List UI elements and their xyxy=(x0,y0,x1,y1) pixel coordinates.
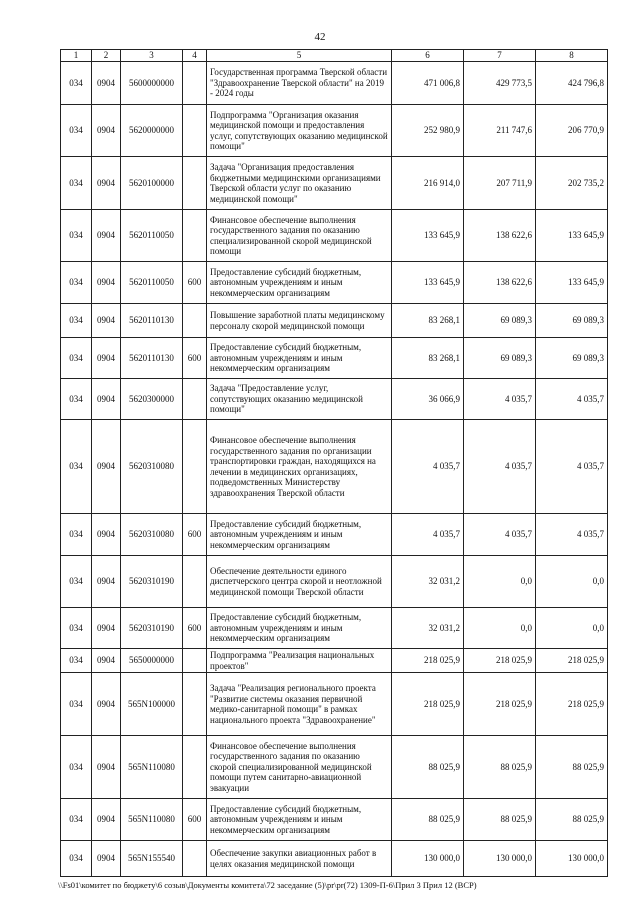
target-article-cell: 5620100000 xyxy=(121,157,183,210)
column-header: 3 xyxy=(121,50,183,62)
amount-cell: 202 735,2 xyxy=(536,157,608,210)
item-name-cell: Предоставление субсидий бюджетным, автономным учреждениям и иным некоммерческим организациям xyxy=(207,262,392,304)
expense-type-cell xyxy=(183,673,207,736)
ministry-code-cell: 034 xyxy=(61,62,92,105)
expense-type-cell xyxy=(183,420,207,514)
amount-cell: 138 622,6 xyxy=(464,262,536,304)
ministry-code-cell: 034 xyxy=(61,379,92,420)
expense-type-cell xyxy=(183,736,207,799)
amount-cell: 69 089,3 xyxy=(464,338,536,379)
amount-cell: 429 773,5 xyxy=(464,62,536,105)
amount-cell: 206 770,9 xyxy=(536,105,608,157)
amount-cell: 88 025,9 xyxy=(464,736,536,799)
amount-cell: 88 025,9 xyxy=(464,799,536,841)
target-article-cell: 5620310080 xyxy=(121,420,183,514)
amount-cell: 4 035,7 xyxy=(464,420,536,514)
amount-cell: 4 035,7 xyxy=(392,420,464,514)
ministry-code-cell: 034 xyxy=(61,338,92,379)
amount-cell: 83 268,1 xyxy=(392,304,464,338)
table-row xyxy=(61,420,608,514)
expense-type-cell xyxy=(183,157,207,210)
ministry-code-cell: 034 xyxy=(61,799,92,841)
table-row xyxy=(61,841,608,877)
amount-cell: 207 711,9 xyxy=(464,157,536,210)
amount-cell: 32 031,2 xyxy=(392,556,464,608)
table-row xyxy=(61,157,608,210)
item-name-cell: Предоставление субсидий бюджетным, автономным учреждениям и иным некоммерческим организациям xyxy=(207,338,392,379)
column-header: 7 xyxy=(464,50,536,62)
target-article-cell: 565N155540 xyxy=(121,841,183,877)
item-name-cell: Повышение заработной платы медицинскому персоналу скорой медицинской помощи xyxy=(207,304,392,338)
amount-cell: 133 645,9 xyxy=(536,262,608,304)
section-code-cell: 0904 xyxy=(92,62,121,105)
budget-table xyxy=(60,49,608,877)
target-article-cell: 5620310190 xyxy=(121,556,183,608)
amount-cell: 218 025,9 xyxy=(464,673,536,736)
column-header: 8 xyxy=(536,50,608,62)
table-row xyxy=(61,262,608,304)
amount-cell: 218 025,9 xyxy=(536,649,608,673)
column-header: 1 xyxy=(61,50,92,62)
target-article-cell: 565N110080 xyxy=(121,736,183,799)
table-row xyxy=(61,673,608,736)
section-code-cell: 0904 xyxy=(92,105,121,157)
amount-cell: 218 025,9 xyxy=(392,673,464,736)
table-row xyxy=(61,210,608,262)
amount-cell: 88 025,9 xyxy=(392,736,464,799)
item-name-cell: Финансовое обеспечение выполнения государственного задания по оказанию скорой специализированной медицинской помощи путем санитарно-авиационной эвакуации xyxy=(207,736,392,799)
ministry-code-cell: 034 xyxy=(61,420,92,514)
amount-cell: 4 035,7 xyxy=(392,514,464,556)
table-row xyxy=(61,379,608,420)
item-name-cell: Государственная программа Тверской области "Здравоохранение Тверской области" на 2019 - 2024 годы xyxy=(207,62,392,105)
section-code-cell: 0904 xyxy=(92,262,121,304)
section-code-cell: 0904 xyxy=(92,608,121,649)
amount-cell: 4 035,7 xyxy=(536,420,608,514)
header-row xyxy=(61,50,608,62)
amount-cell: 69 089,3 xyxy=(464,304,536,338)
table-row xyxy=(61,608,608,649)
column-header: 4 xyxy=(183,50,207,62)
amount-cell: 218 025,9 xyxy=(464,649,536,673)
column-header: 5 xyxy=(207,50,392,62)
target-article-cell: 5620300000 xyxy=(121,379,183,420)
section-code-cell: 0904 xyxy=(92,649,121,673)
amount-cell: 133 645,9 xyxy=(392,262,464,304)
item-name-cell: Подпрограмма "Организация оказания медицинской помощи и предоставления услуг, сопутствующих оказанию медицинской помощи" xyxy=(207,105,392,157)
amount-cell: 4 035,7 xyxy=(464,514,536,556)
item-name-cell: Задача "Реализация регионального проекта "Развитие системы оказания первичной медико-санитарной помощи" в рамках национального проекта "Здравоохранение" xyxy=(207,673,392,736)
section-code-cell: 0904 xyxy=(92,379,121,420)
table-row xyxy=(61,304,608,338)
amount-cell: 0,0 xyxy=(536,608,608,649)
ministry-code-cell: 034 xyxy=(61,608,92,649)
amount-cell: 130 000,0 xyxy=(464,841,536,877)
amount-cell: 130 000,0 xyxy=(392,841,464,877)
amount-cell: 83 268,1 xyxy=(392,338,464,379)
amount-cell: 4 035,7 xyxy=(536,514,608,556)
amount-cell: 133 645,9 xyxy=(536,210,608,262)
item-name-cell: Обеспечение деятельности единого диспетчерского центра скорой и неотложной медицинской помощи Тверской области xyxy=(207,556,392,608)
page-number: 42 xyxy=(314,31,326,43)
item-name-cell: Предоставление субсидий бюджетным, автономным учреждениям и иным некоммерческим организациям xyxy=(207,608,392,649)
amount-cell: 218 025,9 xyxy=(536,673,608,736)
target-article-cell: 565N100000 xyxy=(121,673,183,736)
column-header: 2 xyxy=(92,50,121,62)
target-article-cell: 5620310080 xyxy=(121,514,183,556)
amount-cell: 138 622,6 xyxy=(464,210,536,262)
target-article-cell: 5650000000 xyxy=(121,649,183,673)
column-header: 6 xyxy=(392,50,464,62)
section-code-cell: 0904 xyxy=(92,736,121,799)
target-article-cell: 5620110130 xyxy=(121,304,183,338)
target-article-cell: 565N110080 xyxy=(121,799,183,841)
amount-cell: 130 000,0 xyxy=(536,841,608,877)
table-row xyxy=(61,62,608,105)
amount-cell: 4 035,7 xyxy=(536,379,608,420)
expense-type-cell xyxy=(183,210,207,262)
item-name-cell: Финансовое обеспечение выполнения государственного задания по оказанию специализированной скорой медицинской помощи xyxy=(207,210,392,262)
section-code-cell: 0904 xyxy=(92,514,121,556)
table-row xyxy=(61,649,608,673)
table-row xyxy=(61,105,608,157)
ministry-code-cell: 034 xyxy=(61,841,92,877)
item-name-cell: Подпрограмма "Реализация национальных проектов" xyxy=(207,649,392,673)
table-row xyxy=(61,799,608,841)
amount-cell: 69 089,3 xyxy=(536,304,608,338)
ministry-code-cell: 034 xyxy=(61,157,92,210)
ministry-code-cell: 034 xyxy=(61,673,92,736)
item-name-cell: Финансовое обеспечение выполнения государственного задания по организации транспортировки граждан, находящихся на лечении в медицинских организациях, подведомственных Министерству здравоохранения Тверской области xyxy=(207,420,392,514)
ministry-code-cell: 034 xyxy=(61,105,92,157)
expense-type-cell: 600 xyxy=(183,338,207,379)
section-code-cell: 0904 xyxy=(92,157,121,210)
amount-cell: 133 645,9 xyxy=(392,210,464,262)
table-row xyxy=(61,556,608,608)
section-code-cell: 0904 xyxy=(92,210,121,262)
expense-type-cell xyxy=(183,649,207,673)
item-name-cell: Предоставление субсидий бюджетным, автономным учреждениям и иным некоммерческим организациям xyxy=(207,514,392,556)
section-code-cell: 0904 xyxy=(92,799,121,841)
target-article-cell: 5600000000 xyxy=(121,62,183,105)
amount-cell: 32 031,2 xyxy=(392,608,464,649)
expense-type-cell xyxy=(183,556,207,608)
amount-cell: 88 025,9 xyxy=(392,799,464,841)
amount-cell: 88 025,9 xyxy=(536,736,608,799)
ministry-code-cell: 034 xyxy=(61,514,92,556)
expense-type-cell xyxy=(183,105,207,157)
item-name-cell: Задача "Организация предоставления бюджетными медицинскими организациями Тверской области услуг по оказанию медицинской помощи" xyxy=(207,157,392,210)
table-row xyxy=(61,514,608,556)
section-code-cell: 0904 xyxy=(92,304,121,338)
target-article-cell: 5620110050 xyxy=(121,210,183,262)
ministry-code-cell: 034 xyxy=(61,304,92,338)
amount-cell: 252 980,9 xyxy=(392,105,464,157)
amount-cell: 0,0 xyxy=(464,608,536,649)
expense-type-cell: 600 xyxy=(183,262,207,304)
target-article-cell: 5620310190 xyxy=(121,608,183,649)
ministry-code-cell: 034 xyxy=(61,556,92,608)
expense-type-cell: 600 xyxy=(183,514,207,556)
table-row xyxy=(61,338,608,379)
ministry-code-cell: 034 xyxy=(61,210,92,262)
item-name-cell: Задача "Предоставление услуг, сопутствующих оказанию медицинской помощи" xyxy=(207,379,392,420)
amount-cell: 216 914,0 xyxy=(392,157,464,210)
expense-type-cell xyxy=(183,62,207,105)
ministry-code-cell: 034 xyxy=(61,262,92,304)
ministry-code-cell: 034 xyxy=(61,736,92,799)
amount-cell: 0,0 xyxy=(536,556,608,608)
expense-type-cell: 600 xyxy=(183,608,207,649)
amount-cell: 0,0 xyxy=(464,556,536,608)
target-article-cell: 5620000000 xyxy=(121,105,183,157)
amount-cell: 4 035,7 xyxy=(464,379,536,420)
section-code-cell: 0904 xyxy=(92,338,121,379)
target-article-cell: 5620110050 xyxy=(121,262,183,304)
amount-cell: 36 066,9 xyxy=(392,379,464,420)
item-name-cell: Обеспечение закупки авиационных работ в целях оказания медицинской помощи xyxy=(207,841,392,877)
expense-type-cell xyxy=(183,841,207,877)
item-name-cell: Предоставление субсидий бюджетным, автономным учреждениям и иным некоммерческим организациям xyxy=(207,799,392,841)
amount-cell: 424 796,8 xyxy=(536,62,608,105)
amount-cell: 88 025,9 xyxy=(536,799,608,841)
expense-type-cell xyxy=(183,379,207,420)
expense-type-cell xyxy=(183,304,207,338)
expense-type-cell: 600 xyxy=(183,799,207,841)
section-code-cell: 0904 xyxy=(92,841,121,877)
amount-cell: 471 006,8 xyxy=(392,62,464,105)
ministry-code-cell: 034 xyxy=(61,649,92,673)
amount-cell: 211 747,6 xyxy=(464,105,536,157)
table-row xyxy=(61,736,608,799)
section-code-cell: 0904 xyxy=(92,420,121,514)
target-article-cell: 5620110130 xyxy=(121,338,183,379)
amount-cell: 69 089,3 xyxy=(536,338,608,379)
amount-cell: 218 025,9 xyxy=(392,649,464,673)
section-code-cell: 0904 xyxy=(92,673,121,736)
section-code-cell: 0904 xyxy=(92,556,121,608)
document-path-footer: \\Fs01\комитет по бюджету\6 созыв\Документы комитета\72 заседание (5)\pr\pr(72) 1309-П-6\Прил 3 Прил 12 (ВСР) xyxy=(58,880,477,890)
